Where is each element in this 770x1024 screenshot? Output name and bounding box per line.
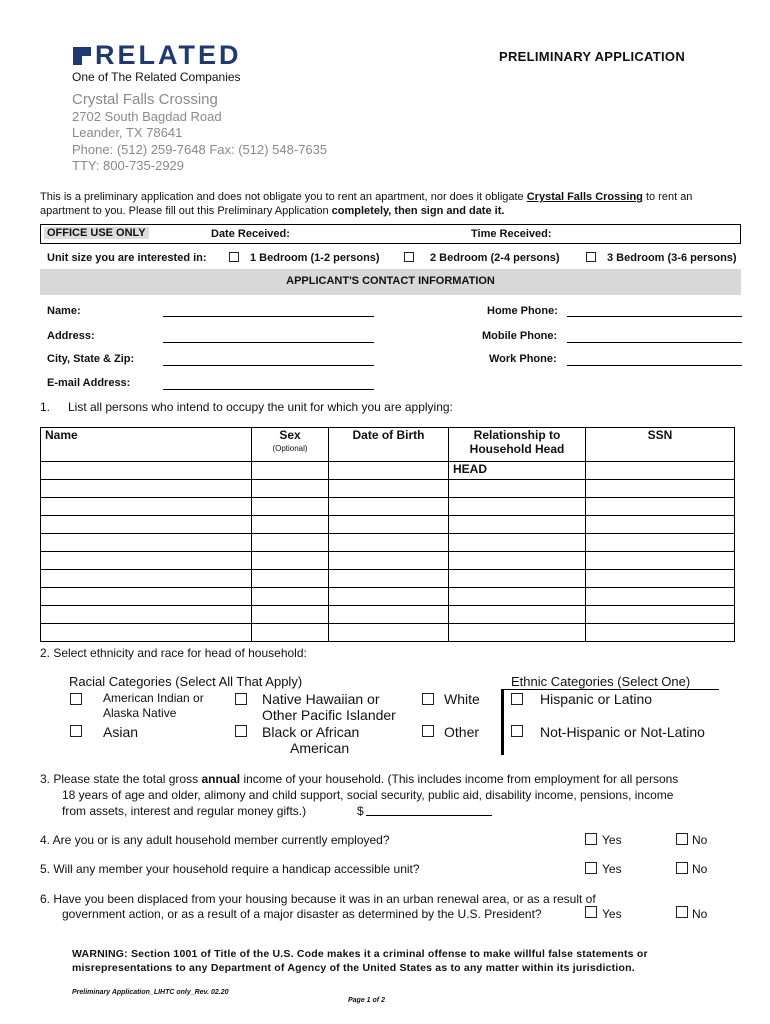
table-cell[interactable] bbox=[449, 606, 586, 624]
city-state-zip-field[interactable] bbox=[163, 365, 374, 366]
q6-text-2: government action, or as a result of a major disaster as determined by the U.S. President? bbox=[62, 907, 542, 921]
eth-not-hispanic-label: Not-Hispanic or Not-Latino bbox=[540, 724, 705, 740]
eth-not-hispanic-checkbox[interactable] bbox=[511, 725, 523, 737]
intro-text-2: to rent an bbox=[642, 191, 693, 203]
table-cell[interactable] bbox=[41, 588, 252, 606]
race-asian-label: Asian bbox=[103, 724, 139, 740]
property-phone-fax: Phone: (512) 259-7648 Fax: (512) 548-7635 bbox=[72, 142, 328, 157]
table-cell[interactable] bbox=[252, 498, 329, 516]
eth-hispanic-checkbox[interactable] bbox=[511, 693, 523, 705]
home-phone-field[interactable] bbox=[567, 316, 742, 317]
category-divider bbox=[501, 689, 504, 755]
racial-categories-header: Racial Categories (Select All That Apply) bbox=[69, 674, 303, 689]
city-state-zip-label: City, State & Zip: bbox=[47, 353, 135, 365]
table-cell[interactable] bbox=[586, 570, 735, 588]
unit-size-label: Unit size you are interested in: bbox=[47, 252, 207, 264]
race-american-indian-label: American Indian or Alaska Native bbox=[103, 691, 204, 720]
ethnic-categories-header: Ethnic Categories (Select One) bbox=[511, 674, 691, 689]
table-cell[interactable] bbox=[41, 606, 252, 624]
q6-yes-label: Yes bbox=[602, 907, 622, 921]
table-cell[interactable] bbox=[41, 570, 252, 588]
table-row bbox=[41, 462, 735, 480]
q4-no-checkbox[interactable] bbox=[676, 833, 688, 845]
table-cell[interactable] bbox=[586, 516, 735, 534]
q5-yes-checkbox[interactable] bbox=[585, 862, 597, 874]
table-cell[interactable] bbox=[329, 516, 449, 534]
col-header-relationship: Relationship to Household Head bbox=[449, 428, 586, 462]
table-cell[interactable] bbox=[41, 552, 252, 570]
q6-no-label: No bbox=[692, 907, 708, 921]
race-black-label: Black or African American bbox=[262, 724, 360, 756]
work-phone-label: Work Phone: bbox=[489, 353, 557, 365]
form-title: PRELIMINARY APPLICATION bbox=[499, 49, 686, 64]
table-cell[interactable] bbox=[586, 534, 735, 552]
table-cell[interactable] bbox=[586, 552, 735, 570]
unit-2br-checkbox[interactable] bbox=[404, 252, 414, 262]
q2-text: 2. Select ethnicity and race for head of household: bbox=[40, 646, 307, 660]
table-cell[interactable] bbox=[329, 552, 449, 570]
table-cell[interactable] bbox=[449, 552, 586, 570]
q5-yes-label: Yes bbox=[602, 862, 622, 876]
property-tty: TTY: 800-735-2929 bbox=[72, 158, 185, 173]
q5-text: 5. Will any member your household require a handicap accessible unit? bbox=[40, 862, 420, 876]
footer-form-id: Preliminary Application_LIHTC only_Rev. 02.20 bbox=[72, 989, 229, 996]
table-cell[interactable] bbox=[252, 462, 329, 480]
table-cell[interactable] bbox=[252, 588, 329, 606]
table-cell[interactable] bbox=[252, 534, 329, 552]
name-field[interactable] bbox=[163, 316, 374, 317]
table-cell[interactable] bbox=[449, 498, 586, 516]
table-cell[interactable] bbox=[449, 480, 586, 498]
unit-1br-label: 1 Bedroom (1-2 persons) bbox=[250, 252, 380, 264]
table-cell[interactable] bbox=[41, 462, 252, 480]
property-name: Crystal Falls Crossing bbox=[72, 91, 218, 108]
table-cell[interactable] bbox=[449, 516, 586, 534]
table-cell[interactable] bbox=[586, 462, 735, 480]
table-row bbox=[41, 624, 735, 642]
race-hawaiian-label: Native Hawaiian or Other Pacific Islander bbox=[262, 691, 396, 723]
tagline: One of The Related Companies bbox=[72, 70, 241, 84]
table-row bbox=[41, 480, 735, 498]
sex-optional-note: (Optional) bbox=[272, 444, 308, 453]
q4-text: 4. Are you or is any adult household member currently employed? bbox=[40, 833, 390, 847]
table-cell[interactable] bbox=[41, 498, 252, 516]
warning-notice: WARNING: Section 1001 of Title of the U.S. Code makes it a criminal offense to make willful false statements or misrepresentations to any Department of Agency of the United States as to any matter within its jurisdiction. bbox=[72, 948, 648, 974]
race-other-checkbox[interactable] bbox=[422, 725, 434, 737]
table-cell[interactable] bbox=[252, 570, 329, 588]
table-cell[interactable] bbox=[329, 534, 449, 552]
property-city: Leander, TX 78641 bbox=[72, 125, 183, 140]
race-hawaiian-checkbox[interactable] bbox=[235, 693, 247, 705]
table-cell[interactable] bbox=[586, 588, 735, 606]
mobile-phone-label: Mobile Phone: bbox=[482, 330, 558, 342]
intro-property-ref: Crystal Falls Crossing bbox=[526, 191, 643, 203]
race-black-checkbox[interactable] bbox=[235, 725, 247, 737]
date-received-label: Date Received: bbox=[211, 228, 290, 240]
table-cell[interactable] bbox=[449, 588, 586, 606]
q1-text: List all persons who intend to occupy the unit for which you are applying: bbox=[68, 400, 453, 414]
q6-yes-checkbox[interactable] bbox=[585, 906, 597, 918]
col-header-name: Name bbox=[41, 428, 252, 462]
race-other-label: Other bbox=[444, 724, 480, 740]
intro-text-4: completely, then sign and date it. bbox=[331, 205, 505, 217]
table-cell[interactable] bbox=[449, 570, 586, 588]
table-cell[interactable] bbox=[252, 552, 329, 570]
table-cell[interactable] bbox=[329, 570, 449, 588]
race-american-indian-checkbox[interactable] bbox=[70, 693, 82, 705]
q5-no-label: No bbox=[692, 862, 708, 876]
table-cell[interactable] bbox=[41, 534, 252, 552]
footer-page-number: Page 1 of 2 bbox=[348, 997, 385, 1004]
income-dollar-sign: $ bbox=[357, 804, 364, 818]
table-row bbox=[41, 606, 735, 624]
unit-2br-label: 2 Bedroom (2-4 persons) bbox=[430, 252, 560, 264]
table-header-row bbox=[41, 428, 735, 462]
eth-hispanic-label: Hispanic or Latino bbox=[540, 691, 653, 707]
table-cell[interactable] bbox=[252, 624, 329, 642]
col-header-ssn: SSN bbox=[586, 428, 735, 462]
ethnic-header-underline bbox=[504, 689, 719, 690]
table-row bbox=[41, 516, 735, 534]
col-header-sex: Sex (Optional) bbox=[252, 428, 329, 462]
brand-logo-text: RELATED bbox=[95, 40, 242, 70]
address-field[interactable] bbox=[163, 342, 374, 343]
q3-text: 3. Please state the total gross annual income of your household. (This includes income from employment for all persons 18 years of age and older, alimony and child support, social security, public aid, disability income, pensions, income from assets, interest and regular money gifts.) bbox=[40, 772, 679, 818]
home-phone-label: Home Phone: bbox=[487, 305, 558, 317]
unit-1br-checkbox[interactable] bbox=[229, 252, 239, 262]
intro-text-1: This is a preliminary application and does not obligate you to rent an apartment, nor does it obligate bbox=[40, 191, 527, 203]
related-logo-icon bbox=[73, 47, 91, 65]
mobile-phone-field[interactable] bbox=[567, 342, 742, 343]
property-street: 2702 South Bagdad Road bbox=[72, 109, 222, 124]
q6-no-checkbox[interactable] bbox=[676, 906, 688, 918]
table-cell[interactable] bbox=[41, 516, 252, 534]
table-cell[interactable] bbox=[41, 624, 252, 642]
race-white-checkbox[interactable] bbox=[422, 693, 434, 705]
email-label: E-mail Address: bbox=[47, 377, 131, 389]
contact-section-title: APPLICANT'S CONTACT INFORMATION bbox=[286, 275, 495, 287]
table-cell[interactable] bbox=[252, 480, 329, 498]
race-white-label: White bbox=[444, 691, 480, 707]
table-cell[interactable] bbox=[329, 624, 449, 642]
intro-text-3: apartment to you. Please fill out this Preliminary Application bbox=[40, 205, 332, 217]
table-row bbox=[41, 498, 735, 516]
table-row bbox=[41, 570, 735, 588]
table-cell[interactable] bbox=[329, 588, 449, 606]
q4-yes-label: Yes bbox=[602, 833, 622, 847]
income-field[interactable] bbox=[366, 815, 492, 816]
table-cell[interactable] bbox=[252, 516, 329, 534]
table-cell[interactable] bbox=[449, 534, 586, 552]
office-use-label: OFFICE USE ONLY bbox=[44, 227, 149, 239]
table-row bbox=[41, 534, 735, 552]
q1-number: 1. bbox=[40, 400, 51, 414]
q6-text-1: 6. Have you been displaced from your housing because it was in an urban renewal area, or as a result of bbox=[40, 892, 596, 906]
head-relationship-cell: HEAD bbox=[449, 462, 586, 480]
col-header-dob: Date of Birth bbox=[329, 428, 449, 462]
table-cell[interactable] bbox=[586, 498, 735, 516]
unit-3br-label: 3 Bedroom (3-6 persons) bbox=[607, 252, 737, 264]
occupants-table bbox=[40, 427, 735, 642]
race-asian-checkbox[interactable] bbox=[70, 725, 82, 737]
time-received-label: Time Received: bbox=[471, 228, 552, 240]
q5-no-checkbox[interactable] bbox=[676, 862, 688, 874]
name-label: Name: bbox=[47, 305, 81, 317]
q4-yes-checkbox[interactable] bbox=[585, 833, 597, 845]
table-cell[interactable] bbox=[586, 480, 735, 498]
work-phone-field[interactable] bbox=[567, 365, 742, 366]
table-cell[interactable] bbox=[586, 606, 735, 624]
email-field[interactable] bbox=[163, 389, 374, 390]
q4-no-label: No bbox=[692, 833, 708, 847]
table-cell[interactable] bbox=[586, 624, 735, 642]
table-row bbox=[41, 552, 735, 570]
intro-paragraph bbox=[40, 190, 730, 218]
table-cell[interactable] bbox=[329, 606, 449, 624]
address-label: Address: bbox=[47, 330, 95, 342]
table-cell[interactable] bbox=[41, 480, 252, 498]
table-cell[interactable] bbox=[252, 606, 329, 624]
table-cell[interactable] bbox=[449, 624, 586, 642]
unit-3br-checkbox[interactable] bbox=[586, 252, 596, 262]
table-cell[interactable] bbox=[329, 498, 449, 516]
table-cell[interactable] bbox=[329, 480, 449, 498]
table-cell[interactable] bbox=[329, 462, 449, 480]
table-row bbox=[41, 588, 735, 606]
